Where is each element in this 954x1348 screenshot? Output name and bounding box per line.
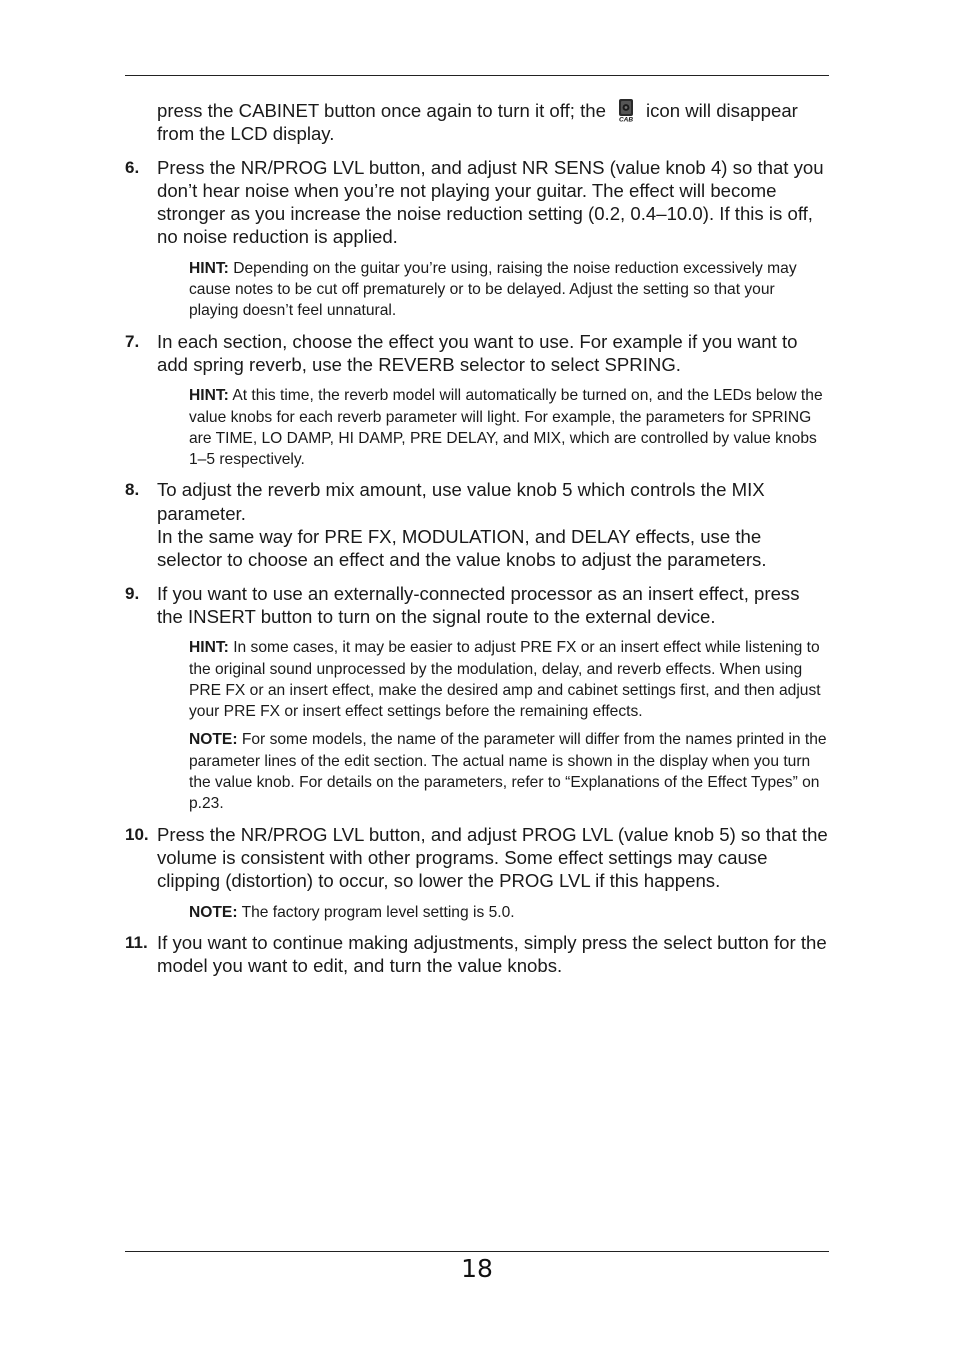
note-text: In some cases, it may be easier to adjust PRE FX or an insert effect while listening to the original sound unprocessed by the modulation, delay, and reverb effects. When using PRE FX or an insert effect, make the desired amp and cabinet settings first, and then adjust your PRE FX or insert effect settings before the remaining effects. bbox=[189, 639, 821, 721]
page-number: 18 bbox=[461, 1254, 493, 1283]
note-tag: NOTE: bbox=[189, 903, 238, 921]
header-rule bbox=[125, 75, 829, 76]
note-block bbox=[189, 729, 829, 814]
intro-paragraph bbox=[125, 98, 829, 146]
step-number: 9. bbox=[125, 583, 140, 603]
step-6 bbox=[125, 156, 829, 249]
step-number: 10. bbox=[125, 824, 149, 844]
step-text-continued: In the same way for PRE FX, MODULATION, and DELAY effects, use the selector to choose an effect and the value knobs to adjust the parameters. bbox=[157, 526, 767, 571]
intro-text-start: press the CABINET button once again to turn it off; the bbox=[157, 100, 606, 121]
hint-note bbox=[189, 258, 829, 322]
intro-text-end: icon will disappear from the LCD display. bbox=[157, 100, 798, 145]
step-number: 8. bbox=[125, 480, 140, 500]
hint-note bbox=[189, 385, 829, 470]
note-tag: HINT: bbox=[189, 259, 229, 277]
note-text: For some models, the name of the parameter will differ from the names printed in the parameter lines of the edit section. The actual name is shown in the display when you turn the value knob. For details on the parameters, refer to “Explanations of the Effect Types” on p.23. bbox=[189, 731, 827, 813]
step-10 bbox=[125, 823, 829, 893]
step-11 bbox=[125, 931, 829, 978]
note-text: At this time, the reverb model will automatically be turned on, and the LEDs below the value knobs for each reverb parameter will light. For example, the parameters for SPRING are TIME, LO DAMP, HI DAMP, PRE DELAY, and MIX, which are controlled by value knobs 1–5 respectively. bbox=[189, 387, 823, 469]
step-text: If you want to continue making adjustments, simply press the select button for the model you want to edit, and turn the value knobs. bbox=[157, 931, 827, 977]
step-9 bbox=[125, 582, 829, 629]
note-tag: HINT: bbox=[189, 387, 229, 405]
note-text: Depending on the guitar you’re using, raising the noise reduction excessively may cause notes to be cut off prematurely or to be delayed. Adjust the setting so that your playing doesn’t feel unnatural. bbox=[189, 259, 797, 320]
step-7 bbox=[125, 330, 829, 377]
step-text: Press the NR/PROG LVL button, and adjust PROG LVL (value knob 5) so that the volume is consistent with other programs. Some effect settings may cause clipping (distortion) to occur, so lower the PROG LVL if this happens. bbox=[157, 823, 828, 892]
cabinet-icon bbox=[616, 98, 636, 122]
svg-text:CAB: CAB bbox=[618, 116, 633, 122]
step-text: In each section, choose the effect you want to use. For example if you want to add spring reverb, use the REVERB selector to select SPRING. bbox=[157, 330, 798, 375]
note-text: The factory program level setting is 5.0. bbox=[241, 903, 515, 921]
note-tag: NOTE: bbox=[189, 731, 238, 749]
step-text: If you want to use an externally-connected processor as an insert effect, press the INSERT button to turn on the signal route to the external device. bbox=[157, 582, 800, 627]
step-8 bbox=[125, 478, 829, 571]
note-block bbox=[189, 902, 829, 923]
manual-body bbox=[125, 98, 829, 987]
step-number: 6. bbox=[125, 157, 140, 177]
step-number: 11. bbox=[125, 932, 148, 952]
step-text: To adjust the reverb mix amount, use value knob 5 which controls the MIX parameter. bbox=[157, 479, 765, 524]
footer-rule bbox=[125, 1251, 829, 1252]
step-text: Press the NR/PROG LVL button, and adjust NR SENS (value knob 4) so that you don’t hear noise when you’re not playing your guitar. The effect will become stronger as you increase the noise reduction setting (0.2, 0.4–10.0). If this is off, no noise reduction is applied. bbox=[157, 156, 824, 248]
note-tag: HINT: bbox=[189, 639, 229, 657]
step-number: 7. bbox=[125, 331, 140, 351]
hint-note bbox=[189, 637, 829, 722]
